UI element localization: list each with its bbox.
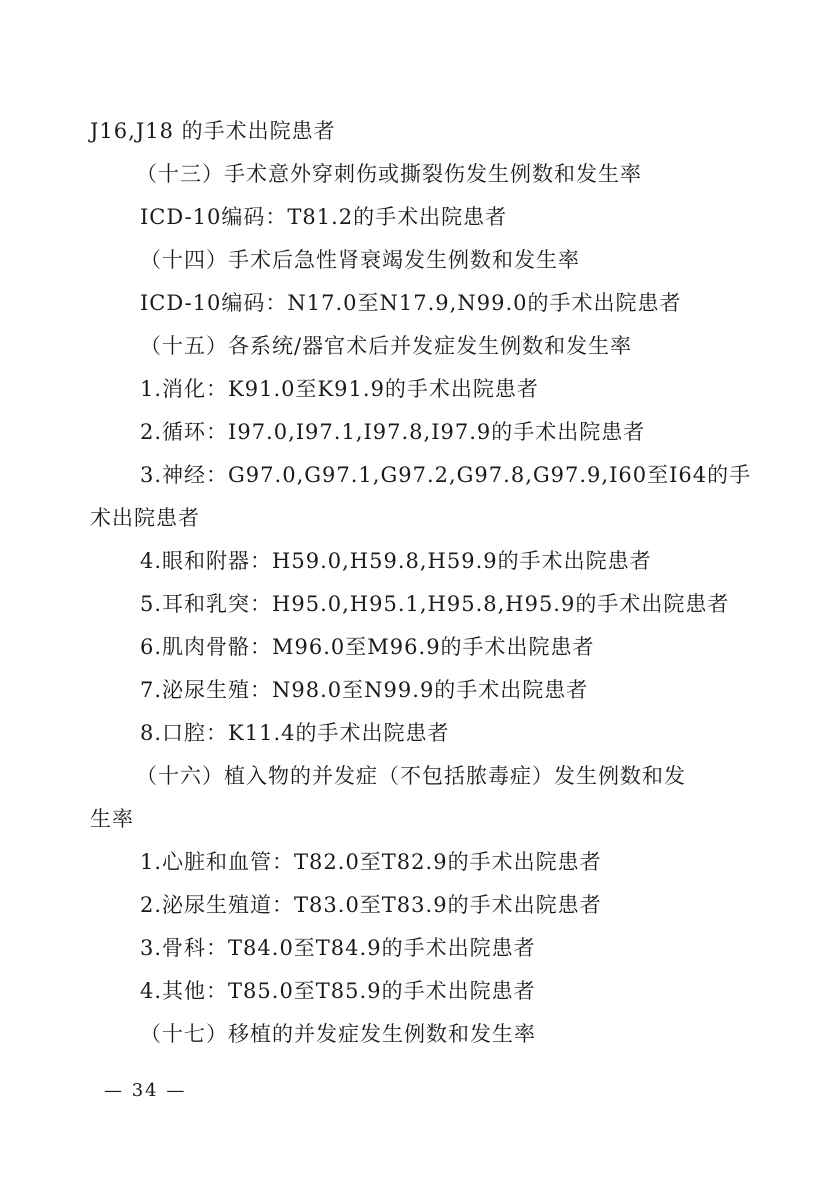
section-heading-16-continued: 生率 [90,807,134,831]
text-line: ICD-10编码：N17.0至N17.9,N99.0的手术出院患者 [140,291,682,315]
list-item: 1.消化：K91.0至K91.9的手术出院患者 [140,377,539,401]
list-item: 1.心脏和血管：T82.0至T82.9的手术出院患者 [140,850,602,874]
section-heading-14: （十四）手术后急性肾衰竭发生例数和发生率 [140,248,580,272]
list-item: 4.其他：T85.0至T85.9的手术出院患者 [140,979,536,1003]
section-heading-15: （十五）各系统/器官术后并发症发生例数和发生率 [140,334,633,358]
list-item: 3.神经：G97.0,G97.1,G97.2,G97.8,G97.9,I60至I64的手 [140,463,752,487]
list-item: 2.循环：I97.0,I97.1,I97.8,I97.9的手术出院患者 [140,420,646,444]
list-item: 2.泌尿生殖道：T83.0至T83.9的手术出院患者 [140,893,602,917]
page-number: — 34 — [104,1080,187,1101]
list-item: 6.肌肉骨骼：M96.0至M96.9的手术出院患者 [140,635,595,659]
list-item: 4.眼和附器：H59.0,H59.8,H59.9的手术出院患者 [140,549,652,573]
text-line: J16,J18 的手术出院患者 [90,119,336,143]
list-item: 3.骨科：T84.0至T84.9的手术出院患者 [140,936,536,960]
list-item: 5.耳和乳突：H95.0,H95.1,H95.8,H95.9的手术出院患者 [140,592,730,616]
list-item-continued: 术出院患者 [90,506,200,530]
list-item: 7.泌尿生殖：N98.0至N99.9的手术出院患者 [140,678,589,702]
section-heading-13: （十三）手术意外穿刺伤或撕裂伤发生例数和发生率 [136,162,642,186]
list-item: 8.口腔：K11.4的手术出院患者 [140,721,450,745]
text-line: ICD-10编码：T81.2的手术出院患者 [140,205,508,229]
section-heading-17: （十七）移植的并发症发生例数和发生率 [140,1022,536,1046]
section-heading-16: （十六）植入物的并发症（不包括脓毒症）发生例数和发 [136,764,686,788]
